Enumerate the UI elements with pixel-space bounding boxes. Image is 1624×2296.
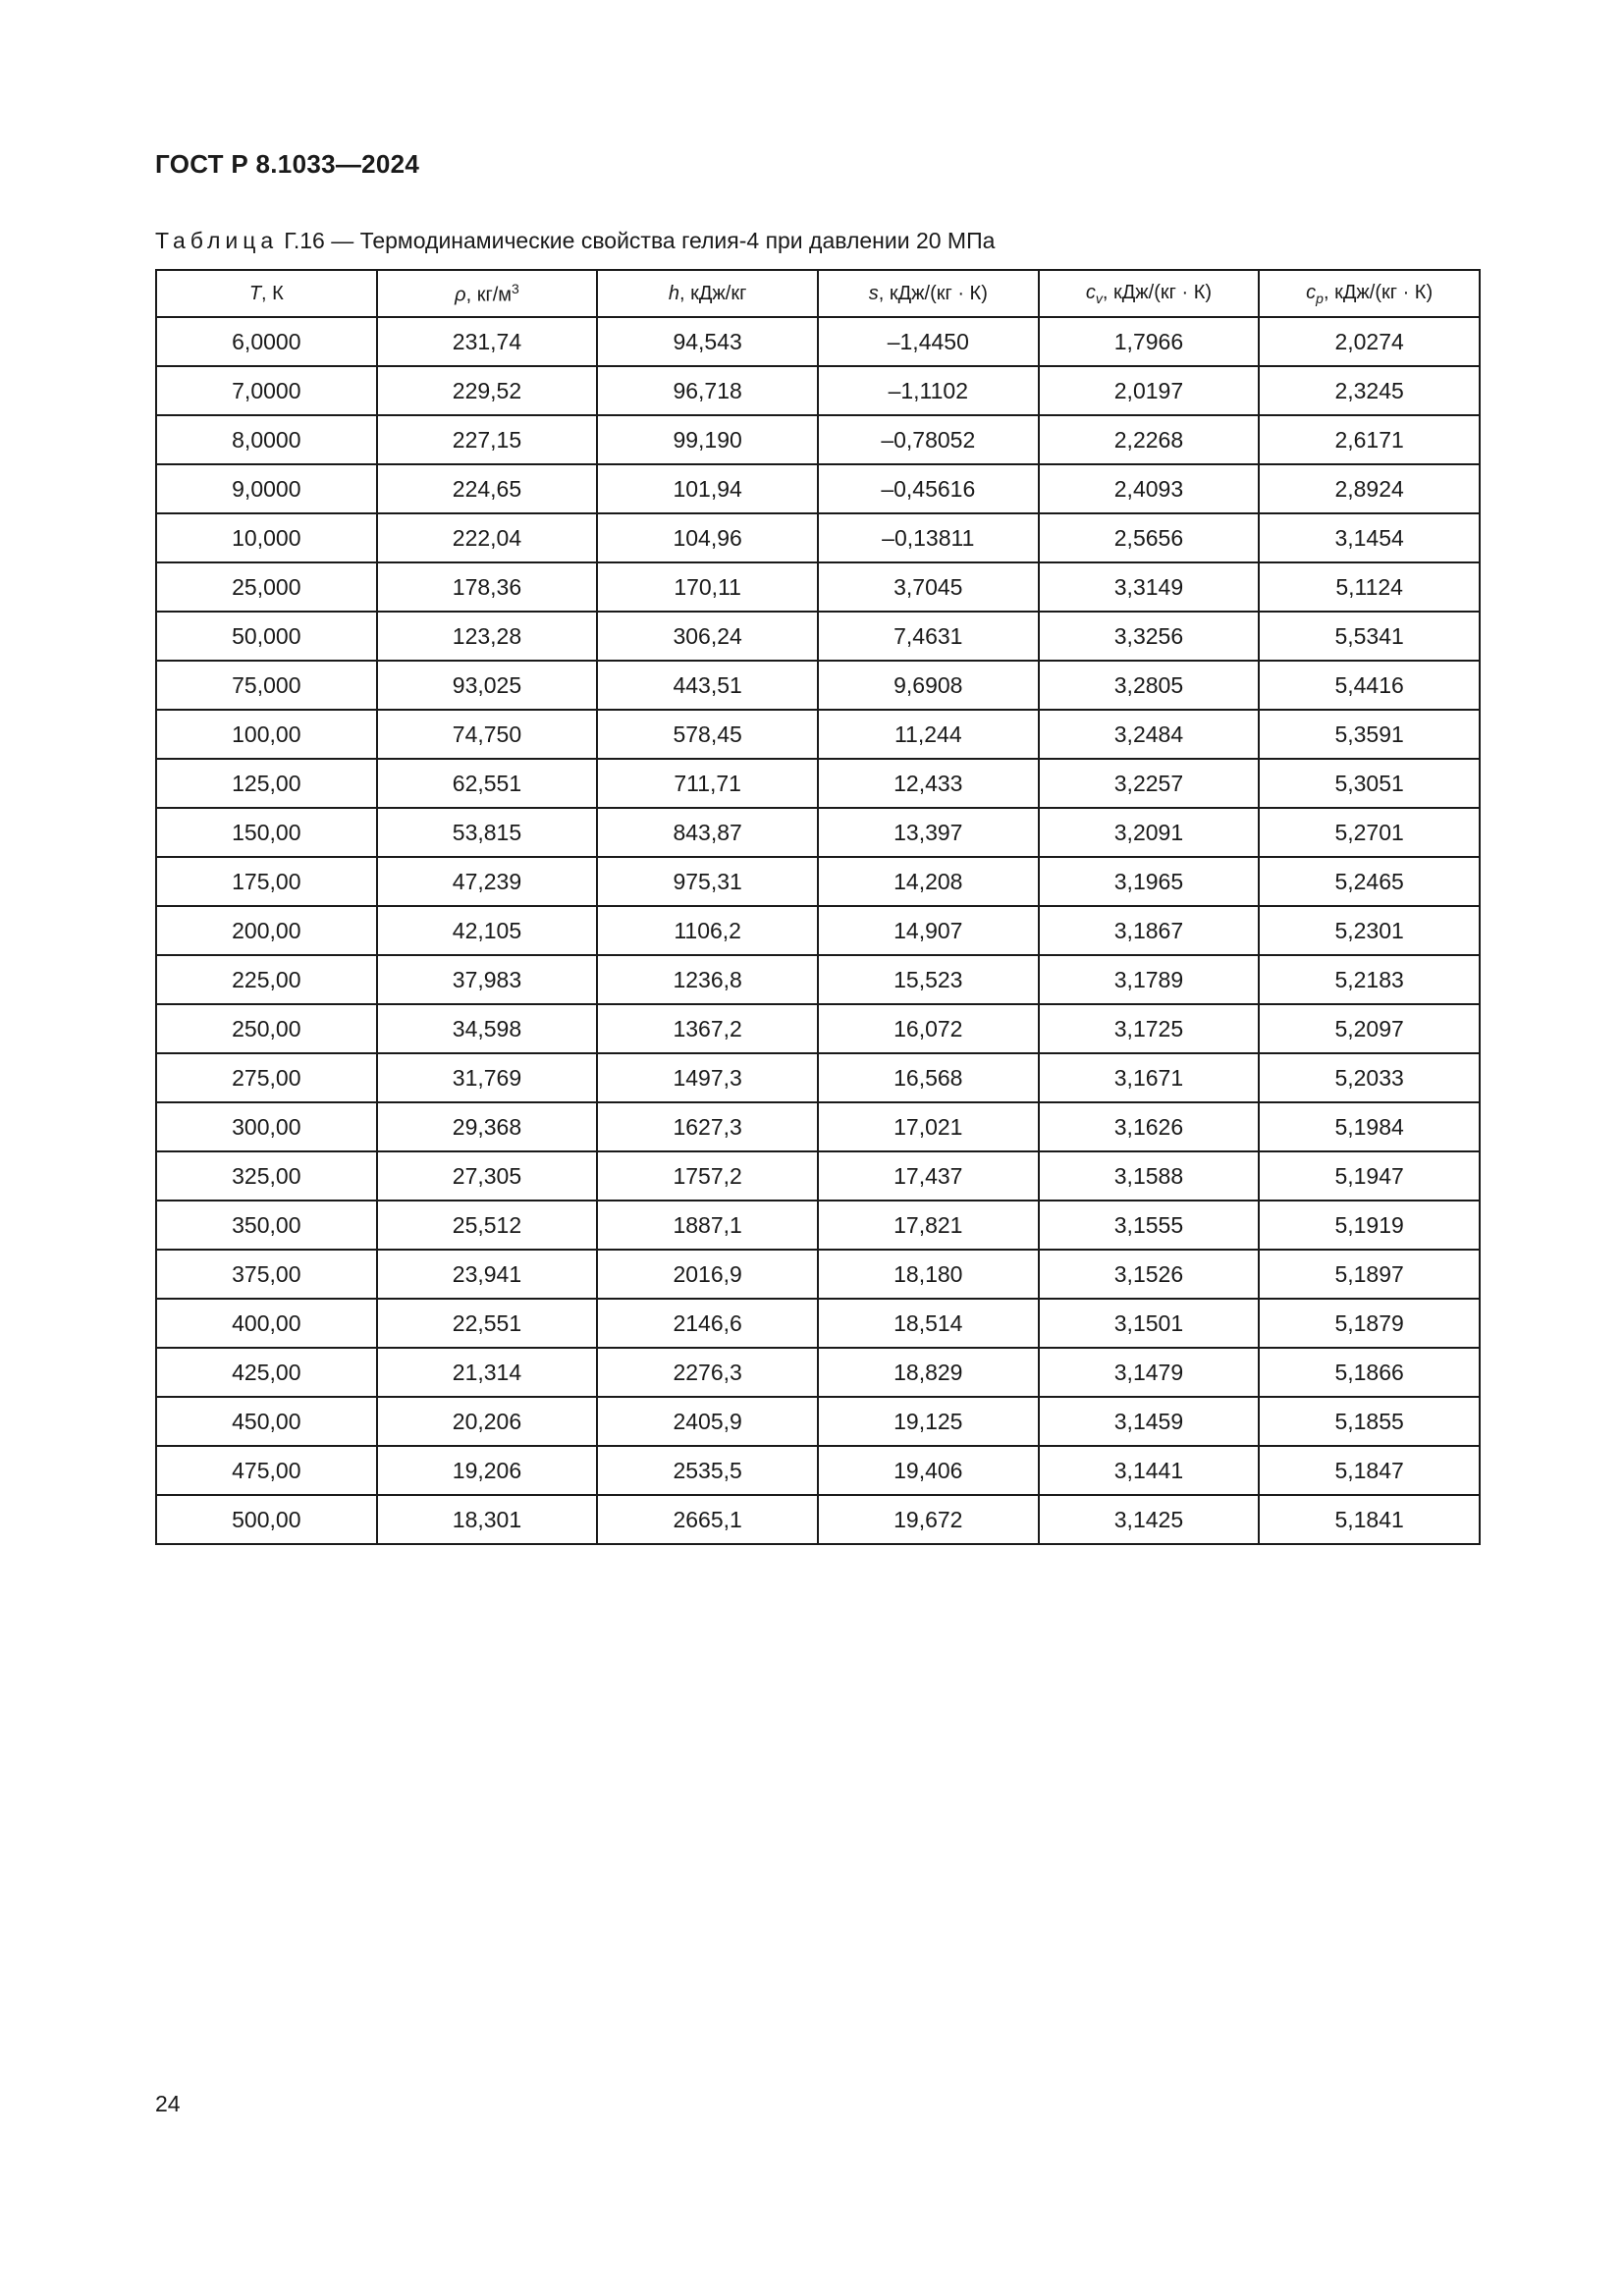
table-cell: 375,00 xyxy=(156,1250,377,1299)
table-cell: 104,96 xyxy=(597,513,818,562)
column-unit: , К xyxy=(261,282,284,304)
table-cell: 306,24 xyxy=(597,612,818,661)
table-row xyxy=(156,415,1480,464)
table-cell: 350,00 xyxy=(156,1201,377,1250)
table-row xyxy=(156,808,1480,857)
column-unit: , кДж/(кг · К) xyxy=(1102,281,1213,303)
table-cell: 3,1501 xyxy=(1039,1299,1260,1348)
table-cell: 5,1124 xyxy=(1259,562,1480,612)
table-cell: 62,551 xyxy=(377,759,598,808)
table-cell: 16,568 xyxy=(818,1053,1039,1102)
column-subscript: v xyxy=(1095,290,1103,306)
table-row xyxy=(156,1201,1480,1250)
table-cell: 5,1879 xyxy=(1259,1299,1480,1348)
table-cell: 5,1919 xyxy=(1259,1201,1480,1250)
table-cell: 3,1526 xyxy=(1039,1250,1260,1299)
table-cell: 5,4416 xyxy=(1259,661,1480,710)
table-cell: 1887,1 xyxy=(597,1201,818,1250)
table-cell: –1,4450 xyxy=(818,317,1039,366)
table-cell: 3,1789 xyxy=(1039,955,1260,1004)
table-cell: 3,2805 xyxy=(1039,661,1260,710)
table-cell: 5,3051 xyxy=(1259,759,1480,808)
column-symbol: s xyxy=(868,282,879,304)
table-cell: 2276,3 xyxy=(597,1348,818,1397)
table-cell: 175,00 xyxy=(156,857,377,906)
page-number: 24 xyxy=(155,2091,181,2116)
table-cell: 5,2097 xyxy=(1259,1004,1480,1053)
column-unit: , кДж/кг xyxy=(679,282,747,304)
table-row xyxy=(156,612,1480,661)
column-symbol: c xyxy=(1306,281,1317,303)
table-cell: 711,71 xyxy=(597,759,818,808)
table-cell: 19,125 xyxy=(818,1397,1039,1446)
table-cell: 1236,8 xyxy=(597,955,818,1004)
column-subscript: p xyxy=(1316,290,1324,306)
table-cell: 578,45 xyxy=(597,710,818,759)
table-cell: 3,1588 xyxy=(1039,1151,1260,1201)
table-cell: 2,2268 xyxy=(1039,415,1260,464)
table-cell: 443,51 xyxy=(597,661,818,710)
table-cell: 3,1459 xyxy=(1039,1397,1260,1446)
table-row xyxy=(156,562,1480,612)
table-cell: 3,1441 xyxy=(1039,1446,1260,1495)
table-cell: 3,1965 xyxy=(1039,857,1260,906)
table-cell: –1,1102 xyxy=(818,366,1039,415)
table-cell: 3,2091 xyxy=(1039,808,1260,857)
table-body xyxy=(156,317,1480,1544)
table-cell: 1,7966 xyxy=(1039,317,1260,366)
table-caption-text: Г.16 — Термодинамические свойства гелия-4 при давлении 20 МПа xyxy=(284,228,996,253)
table-cell: 21,314 xyxy=(377,1348,598,1397)
table-cell: 31,769 xyxy=(377,1053,598,1102)
table-header-row xyxy=(156,270,1480,317)
table-cell: 123,28 xyxy=(377,612,598,661)
table-cell: 2,0197 xyxy=(1039,366,1260,415)
table-cell: 225,00 xyxy=(156,955,377,1004)
table-cell: 9,0000 xyxy=(156,464,377,513)
table-cell: 2,4093 xyxy=(1039,464,1260,513)
table-cell: 19,406 xyxy=(818,1446,1039,1495)
table-cell: 19,206 xyxy=(377,1446,598,1495)
table-cell: 17,821 xyxy=(818,1201,1039,1250)
column-header xyxy=(1039,270,1260,317)
table-cell: 975,31 xyxy=(597,857,818,906)
table-cell: 170,11 xyxy=(597,562,818,612)
table-cell: 2016,9 xyxy=(597,1250,818,1299)
table-cell: 3,7045 xyxy=(818,562,1039,612)
table-cell: 1367,2 xyxy=(597,1004,818,1053)
table-cell: 99,190 xyxy=(597,415,818,464)
table-caption xyxy=(155,228,995,254)
column-header xyxy=(1259,270,1480,317)
table-cell: 2665,1 xyxy=(597,1495,818,1544)
table-cell: 16,072 xyxy=(818,1004,1039,1053)
table-cell: 7,0000 xyxy=(156,366,377,415)
table-cell: 2,8924 xyxy=(1259,464,1480,513)
table-row xyxy=(156,1102,1480,1151)
table-row xyxy=(156,857,1480,906)
column-unit: , кДж/(кг · К) xyxy=(1323,281,1434,303)
table-cell: 17,437 xyxy=(818,1151,1039,1201)
table-cell: 200,00 xyxy=(156,906,377,955)
table-cell: 450,00 xyxy=(156,1397,377,1446)
table-cell: 3,1867 xyxy=(1039,906,1260,955)
table-row xyxy=(156,1397,1480,1446)
table-cell: 2,6171 xyxy=(1259,415,1480,464)
table-cell: 3,3149 xyxy=(1039,562,1260,612)
table-cell: 14,208 xyxy=(818,857,1039,906)
table-cell: 23,941 xyxy=(377,1250,598,1299)
table-cell: 18,829 xyxy=(818,1348,1039,1397)
table-cell: 1106,2 xyxy=(597,906,818,955)
table-cell: 222,04 xyxy=(377,513,598,562)
column-header xyxy=(597,270,818,317)
table-cell: 50,000 xyxy=(156,612,377,661)
table-cell: 2,0274 xyxy=(1259,317,1480,366)
table-cell: 74,750 xyxy=(377,710,598,759)
table-cell: 3,2484 xyxy=(1039,710,1260,759)
table-cell: 1627,3 xyxy=(597,1102,818,1151)
table-cell: –0,13811 xyxy=(818,513,1039,562)
table-cell: 93,025 xyxy=(377,661,598,710)
table-row xyxy=(156,759,1480,808)
table-cell: 13,397 xyxy=(818,808,1039,857)
table-cell: 37,983 xyxy=(377,955,598,1004)
table-cell: 3,1425 xyxy=(1039,1495,1260,1544)
table-cell: 75,000 xyxy=(156,661,377,710)
table-cell: –0,78052 xyxy=(818,415,1039,464)
table-cell: 20,206 xyxy=(377,1397,598,1446)
column-unit: , кДж/(кг · К) xyxy=(878,282,988,304)
table-row xyxy=(156,710,1480,759)
table-cell: 400,00 xyxy=(156,1299,377,1348)
table-cell: 250,00 xyxy=(156,1004,377,1053)
table-row xyxy=(156,1348,1480,1397)
table-cell: 42,105 xyxy=(377,906,598,955)
table-head xyxy=(156,270,1480,317)
table-row xyxy=(156,1495,1480,1544)
table-cell: 3,2257 xyxy=(1039,759,1260,808)
table-row xyxy=(156,955,1480,1004)
table-row xyxy=(156,1151,1480,1201)
table-cell: 9,6908 xyxy=(818,661,1039,710)
table-row xyxy=(156,1299,1480,1348)
table-cell: 227,15 xyxy=(377,415,598,464)
table-cell: 47,239 xyxy=(377,857,598,906)
table-cell: 17,021 xyxy=(818,1102,1039,1151)
table-cell: 475,00 xyxy=(156,1446,377,1495)
table-cell: 29,368 xyxy=(377,1102,598,1151)
table-cell: 325,00 xyxy=(156,1151,377,1201)
table-cell: 3,1626 xyxy=(1039,1102,1260,1151)
table-cell: 275,00 xyxy=(156,1053,377,1102)
table-cell: 5,1947 xyxy=(1259,1151,1480,1201)
table-cell: 3,1671 xyxy=(1039,1053,1260,1102)
table-cell: 15,523 xyxy=(818,955,1039,1004)
table-cell: 8,0000 xyxy=(156,415,377,464)
table-cell: 5,1984 xyxy=(1259,1102,1480,1151)
table-cell: 1757,2 xyxy=(597,1151,818,1201)
table-row xyxy=(156,661,1480,710)
table-cell: 19,672 xyxy=(818,1495,1039,1544)
table-cell: 5,2183 xyxy=(1259,955,1480,1004)
table-cell: 101,94 xyxy=(597,464,818,513)
table-cell: 229,52 xyxy=(377,366,598,415)
column-header xyxy=(377,270,598,317)
column-unit: , кг/м xyxy=(465,284,513,306)
table-cell: 3,1479 xyxy=(1039,1348,1260,1397)
table-caption-prefix: Таблица xyxy=(155,228,279,253)
table-cell: 18,301 xyxy=(377,1495,598,1544)
column-symbol: c xyxy=(1085,281,1096,303)
table-cell: 500,00 xyxy=(156,1495,377,1544)
table-cell: 2,5656 xyxy=(1039,513,1260,562)
table-cell: 5,1841 xyxy=(1259,1495,1480,1544)
table-cell: 5,1866 xyxy=(1259,1348,1480,1397)
table-cell: 3,1555 xyxy=(1039,1201,1260,1250)
table-cell: 10,000 xyxy=(156,513,377,562)
table-row xyxy=(156,366,1480,415)
table-cell: 231,74 xyxy=(377,317,598,366)
table-row xyxy=(156,1250,1480,1299)
table-cell: 12,433 xyxy=(818,759,1039,808)
table-cell: 150,00 xyxy=(156,808,377,857)
table-cell: 3,3256 xyxy=(1039,612,1260,661)
table-cell: 5,3591 xyxy=(1259,710,1480,759)
table-cell: 5,1897 xyxy=(1259,1250,1480,1299)
table-cell: 843,87 xyxy=(597,808,818,857)
table-cell: 6,0000 xyxy=(156,317,377,366)
table-cell: 34,598 xyxy=(377,1004,598,1053)
table-cell: 2,3245 xyxy=(1259,366,1480,415)
table-cell: 5,5341 xyxy=(1259,612,1480,661)
table-cell: 2146,6 xyxy=(597,1299,818,1348)
table-cell: 3,1725 xyxy=(1039,1004,1260,1053)
table-cell: 2405,9 xyxy=(597,1397,818,1446)
table-cell: 100,00 xyxy=(156,710,377,759)
table-cell: 300,00 xyxy=(156,1102,377,1151)
table-cell: 2535,5 xyxy=(597,1446,818,1495)
table-cell: –0,45616 xyxy=(818,464,1039,513)
table-cell: 5,2701 xyxy=(1259,808,1480,857)
table-cell: 7,4631 xyxy=(818,612,1039,661)
column-symbol: T xyxy=(248,282,262,304)
table-cell: 425,00 xyxy=(156,1348,377,1397)
table-cell: 224,65 xyxy=(377,464,598,513)
thermodynamic-properties-table xyxy=(155,269,1481,1545)
table-cell: 22,551 xyxy=(377,1299,598,1348)
column-symbol: h xyxy=(668,282,679,304)
table-cell: 1497,3 xyxy=(597,1053,818,1102)
table-cell: 5,2033 xyxy=(1259,1053,1480,1102)
table-cell: 53,815 xyxy=(377,808,598,857)
column-header xyxy=(818,270,1039,317)
document-header: ГОСТ Р 8.1033—2024 xyxy=(155,149,420,179)
column-symbol: ρ xyxy=(455,284,466,306)
table-cell: 96,718 xyxy=(597,366,818,415)
table-cell: 5,2465 xyxy=(1259,857,1480,906)
table-row xyxy=(156,1053,1480,1102)
column-superscript: 3 xyxy=(512,280,519,296)
table-cell: 25,512 xyxy=(377,1201,598,1250)
table-cell: 27,305 xyxy=(377,1151,598,1201)
table-cell: 125,00 xyxy=(156,759,377,808)
table-cell: 5,1855 xyxy=(1259,1397,1480,1446)
table-cell: 3,1454 xyxy=(1259,513,1480,562)
table-cell: 18,514 xyxy=(818,1299,1039,1348)
table-cell: 25,000 xyxy=(156,562,377,612)
table-row xyxy=(156,513,1480,562)
table-row xyxy=(156,1446,1480,1495)
table-cell: 94,543 xyxy=(597,317,818,366)
table-cell: 11,244 xyxy=(818,710,1039,759)
table-row xyxy=(156,464,1480,513)
column-header xyxy=(156,270,377,317)
table-cell: 14,907 xyxy=(818,906,1039,955)
table-cell: 5,1847 xyxy=(1259,1446,1480,1495)
table-cell: 18,180 xyxy=(818,1250,1039,1299)
table-cell: 178,36 xyxy=(377,562,598,612)
table-cell: 5,2301 xyxy=(1259,906,1480,955)
table-row xyxy=(156,1004,1480,1053)
table-row xyxy=(156,906,1480,955)
table-row xyxy=(156,317,1480,366)
